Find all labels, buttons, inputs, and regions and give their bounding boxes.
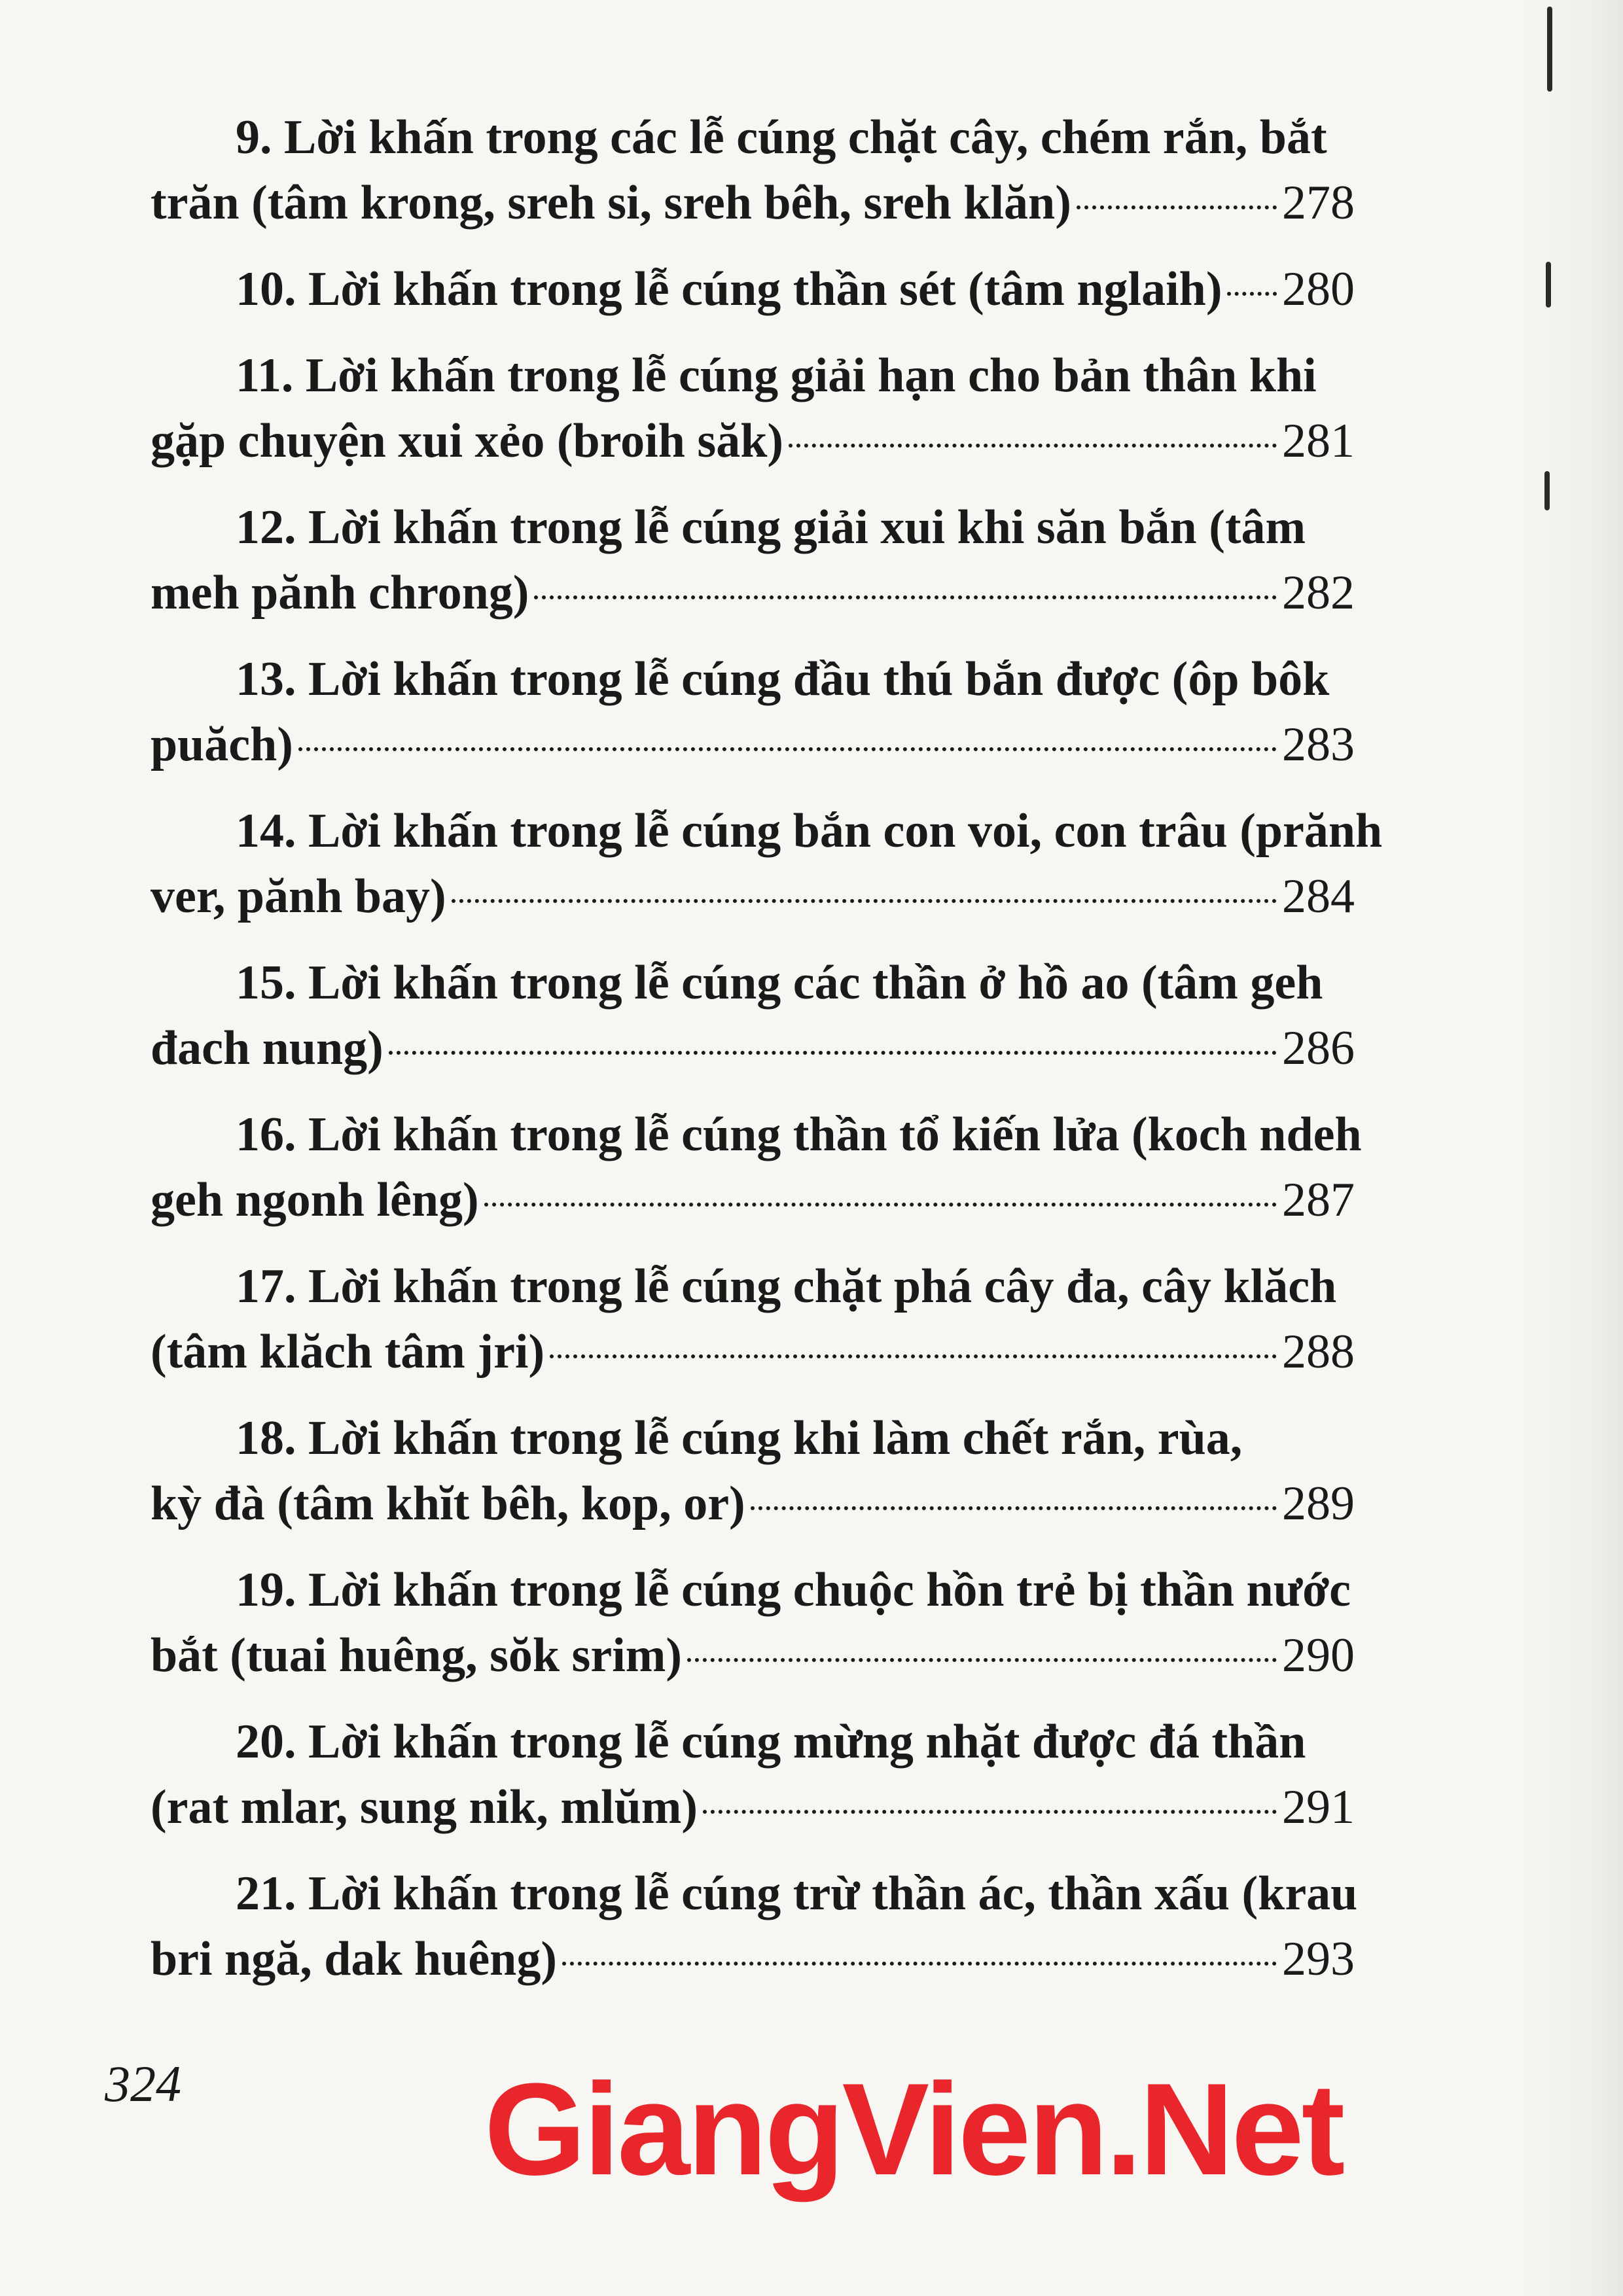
toc-entry-continuation [151,1319,1355,1385]
toc-entry [151,105,1355,236]
toc-entry-continuation [151,1167,1355,1233]
toc-entry [151,1405,1355,1536]
dot-leader [1077,205,1277,209]
toc-entry-continuation [151,1016,1355,1081]
toc-entry-single-line [151,256,1355,322]
toc-entry-title-cont: trăn (tâm krong, sreh si, sreh bêh, sreh klăn) [151,176,1071,230]
toc-page-number: 288 [1282,1325,1355,1379]
toc-entry-title: 9. Lời khấn trong các lễ cúng chặt cây, chém rắn, bắt [236,111,1327,164]
toc-entry-continuation [151,408,1355,474]
toc-entry-title-cont: (tâm klăch tâm jri) [151,1325,545,1379]
toc-entry [151,343,1355,474]
toc-entry [151,495,1355,626]
toc-page-number: 293 [1282,1932,1355,1986]
page-edge [1518,0,1623,2296]
dot-leader [550,1354,1277,1358]
watermark-logo: GiangVien.Net [484,2057,1343,2202]
toc-page-number: 278 [1282,176,1355,230]
toc-page-number: 286 [1282,1021,1355,1075]
dot-leader [298,747,1277,751]
page-number: 324 [105,2055,181,2112]
dot-leader [751,1506,1277,1510]
toc-entry-title: 14. Lời khấn trong lễ cúng bắn con voi, con trâu (prănh [236,804,1383,858]
toc-entry [151,950,1355,1081]
toc-entry-continuation [151,712,1355,777]
toc-entry [151,646,1355,777]
toc-entry-continuation [151,1926,1355,1992]
toc-entry-title-cont: meh pănh chrong) [151,566,529,620]
toc-entry-title: 13. Lời khấn trong lễ cúng đầu thú bắn được (ôp bôk [236,652,1330,706]
toc-entry [151,1102,1362,1233]
toc-page-number: 284 [1282,870,1355,923]
toc-entry [151,1254,1355,1385]
toc-entry [151,1557,1355,1688]
dot-leader [534,595,1277,599]
toc-page-number: 283 [1282,718,1355,771]
toc-page-number: 291 [1282,1780,1355,1834]
toc-entry-title-cont: gặp chuyện xui xẻo (broih săk) [151,414,783,468]
dot-leader [789,444,1277,448]
toc-entry-continuation [151,170,1355,236]
toc-entry-title-cont: puăch) [151,718,293,771]
toc-page-number: 282 [1282,566,1355,620]
toc-entry [151,1861,1358,1992]
dot-leader [703,1810,1277,1814]
dot-leader [562,1962,1277,1966]
toc-entry [151,1709,1355,1840]
dot-leader [687,1658,1277,1662]
toc-entry-title-cont: (rat mlar, sung nik, mlŭm) [151,1780,698,1834]
dot-leader [484,1203,1277,1207]
toc-entry-continuation [151,1471,1355,1536]
toc-page-number: 280 [1282,262,1355,316]
toc-entry-title: 10. Lời khấn trong lễ cúng thần sét (tâm nglaih) [236,262,1222,316]
table-of-contents [151,105,1383,2013]
toc-entry-title: 16. Lời khấn trong lễ cúng thần tổ kiến lửa (koch ndeh [236,1108,1362,1161]
toc-entry-continuation [151,864,1355,929]
dot-leader [1227,292,1277,296]
page-edge-mark [1544,471,1550,510]
toc-entry-title: 21. Lời khấn trong lễ cúng trừ thần ác, thần xấu (krau [236,1867,1358,1920]
toc-page-number: 289 [1282,1477,1355,1530]
dot-leader [452,899,1277,903]
dot-leader [389,1051,1277,1055]
toc-entry-title: 18. Lời khấn trong lễ cúng khi làm chết rắn, rùa, [236,1411,1243,1465]
toc-entry-continuation [151,1623,1355,1688]
toc-entry-title: 12. Lời khấn trong lễ cúng giải xui khi săn bắn (tâm [236,501,1306,554]
toc-entry-title-cont: bri ngă, dak huêng) [151,1932,557,1986]
toc-entry [151,798,1383,929]
page-edge-mark [1546,262,1551,308]
toc-entry-title-cont: kỳ đà (tâm khĭt bêh, kop, or) [151,1477,745,1530]
toc-entry-title-cont: ver, pănh bay) [151,870,446,923]
toc-entry-continuation [151,1775,1355,1840]
toc-entry-title: 11. Lời khấn trong lễ cúng giải hạn cho bản thân khi [236,349,1317,402]
toc-entry-title-cont: đach nung) [151,1021,383,1075]
toc-page-number: 287 [1282,1173,1355,1227]
toc-page-number: 290 [1282,1629,1355,1682]
toc-entry [151,256,1355,322]
toc-entry-title: 17. Lời khấn trong lễ cúng chặt phá cây đa, cây klăch [236,1260,1337,1313]
toc-entry-title-cont: geh ngonh lêng) [151,1173,479,1227]
toc-entry-title: 15. Lời khấn trong lễ cúng các thần ở hồ ao (tâm geh [236,956,1323,1010]
toc-entry-continuation [151,560,1355,626]
toc-entry-title: 20. Lời khấn trong lễ cúng mừng nhặt được đá thần [236,1715,1306,1769]
page-edge-mark [1547,7,1552,92]
toc-entry-title-cont: bắt (tuai huêng, sŏk srim) [151,1629,683,1682]
toc-entry-title: 19. Lời khấn trong lễ cúng chuộc hồn trẻ bị thần nước [236,1563,1351,1617]
toc-page-number: 281 [1282,414,1355,468]
